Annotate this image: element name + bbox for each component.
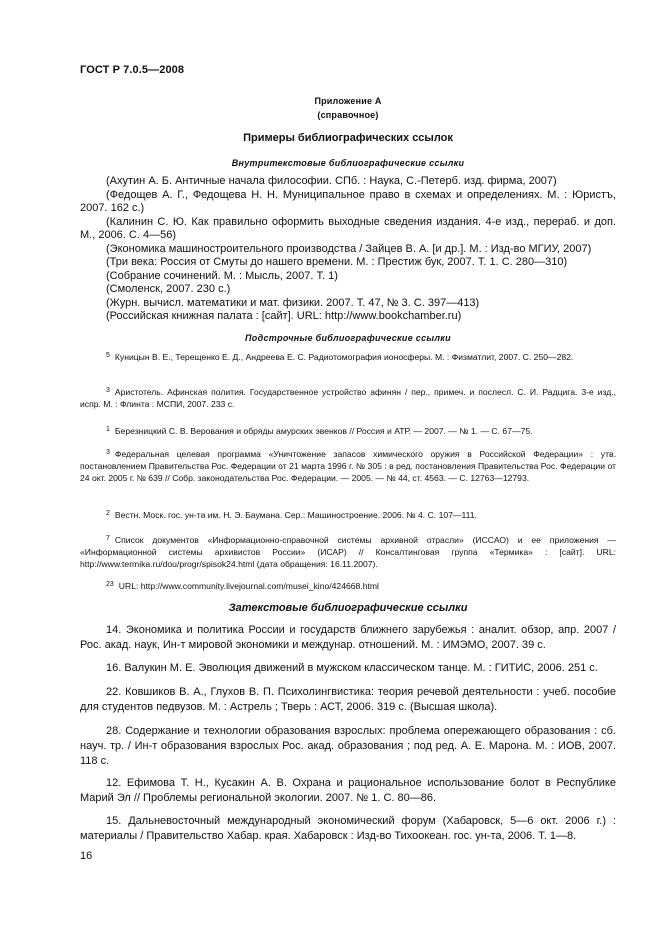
endnote-text: 22. Ковшиков В. А., Глухов В. П. Психолингвистика: теория речевой деятельности : учеб. пособие для студентов педвузов. М. : Астрель ; Тверь : АСТ, 2006. 319 с. (Высшая школа). <box>80 686 616 713</box>
footnote-mark: 3 <box>106 387 110 394</box>
endnote-text: 28. Содержание и технологии образования взрослых: проблема опережающего образования : сб. науч. тр. / Ин-т образования взрослых Рос. акад. образования ; под ред. А. Е. Марона. М. : ИОВ, 2007. 118 с. <box>80 725 616 767</box>
footnote-text: Куницын В. Е., Терещенко Е. Д., Андреева Е. С. Радиотомография ионосферы. М. : Физматлит, 2007. С. 250—282. <box>114 352 574 362</box>
footnote <box>80 508 616 521</box>
footnote-section-heading: Подстрочные библиографические ссылки <box>245 333 451 343</box>
appendix-label: Приложение А <box>314 96 382 106</box>
footnote-text: Вестн. Моск. гос. ун-та им. Н. Э. Баумана. Сер.: Машиностроение. 2006. № 4. С. 107—111. <box>114 510 477 520</box>
intext-ref: (Журн. вычисл. математики и мат. физики. 2007. Т. 47, № 3. С. 397—413) <box>106 296 480 309</box>
footnote-mark: 3 <box>106 449 110 456</box>
footnote-mark: 23 <box>106 581 114 588</box>
footnote-mark: 7 <box>106 535 110 542</box>
footnote <box>80 385 616 410</box>
footnote-text: Федеральная целевая программа «Уничтожение запасов химического оружия в Российской Федерации» : утв. постановлением Правительства Рос. Федерации от 21 марта 1996 г. № 305 : в ред. постановления Правительства Рос. Федерации от 24 окт. 2005 г. № 639 // Собр. законодательства Рос. Федерации. — 2005. — № 44, ст. 4563. — С. 12763—12793. <box>80 449 616 483</box>
footnote-text: URL: http://www.community.livejournal.com/musei_kino/424668.html <box>118 581 379 591</box>
intext-ref: (Федощев А. Г., Федощева Н. Н. Муниципальное право в схемах и определениях. М. : Юристъ, 2007. 162 с.) <box>80 188 616 214</box>
footnote-text: Березницкий С. В. Верования и обряды амурских эвенков // Россия и АТР. — 2007. — № 1. — С. 67—75. <box>114 426 533 436</box>
footnote <box>80 447 616 484</box>
endnote <box>80 814 616 844</box>
endnote-text: 12. Ефимова Т. Н., Кусакин А. В. Охрана и рациональное использование болот в Республике Марий Эл // Проблемы региональной экологии. 2007. № 1. С. 80—86. <box>80 777 616 804</box>
footnote-mark: 2 <box>106 510 110 517</box>
intext-section-heading: Внутритекстовые библиографические ссылки <box>231 158 465 168</box>
footnote-mark: 1 <box>106 426 110 433</box>
footnote-text: Список документов «Информационно-справочной системы архивной отрасли» (ИССАО) и ее приложения — «Информационной системы архивистов России» (ИСАР) // Консалтинговая группа «Термика» : [сайт]. URL: http://www.termika.ru/dou/progr/spisok24.html (дата обращения: 16.11.2007). <box>80 535 616 569</box>
intext-ref: (Экономика машиностроительного производства / Зайцев В. А. [и др.]. М. : Изд-во МГИУ, 2007) <box>106 242 592 255</box>
standard-header: ГОСТ Р 7.0.5—2008 <box>80 64 185 76</box>
endnote <box>80 724 616 769</box>
endnote <box>80 685 616 715</box>
appendix-title: Примеры библиографических ссылок <box>243 132 453 144</box>
intext-ref: (Собрание сочинений. М. : Мысль, 2007. Т. 1) <box>106 269 338 282</box>
footnote <box>80 424 616 437</box>
intext-ref: (Калинин С. Ю. Как правильно оформить выходные сведения издания. 4-е изд., перераб. и доп. М., 2006. С. 4—56) <box>80 215 616 241</box>
page-number: 16 <box>80 850 93 862</box>
endnote <box>80 623 616 653</box>
endnote-text: 14. Экономика и политика России и государств ближнего зарубежья : аналит. обзор, апр. 2007 / Рос. акад. наук, Ин-т мировой экономики и междунар. отношений. М. : ИМЭМО, 2007. 39 с. <box>80 624 616 651</box>
intext-ref: (Ахутин А. Б. Античные начала философии. СПб. : Наука, С.-Петерб. изд. фирма, 2007) <box>106 175 557 187</box>
endnote <box>80 661 616 676</box>
endnote <box>80 776 616 806</box>
intext-ref: (Российская книжная палата : [сайт]. URL: http://www.bookchamber.ru) <box>106 310 462 322</box>
footnote <box>80 350 616 363</box>
footnote <box>80 533 616 570</box>
endnote-text: 15. Дальневосточный международный экономический форум (Хабаровск, 5—6 окт. 2006 г.) : материалы / Правительство Хабар. края. Хабаровск : Изд-во Тихоокеан. гос. ун-та, 2006. Т. 1—8. <box>80 815 616 842</box>
footnote-text: Аристотель. Афинская полития. Государственное устройство афинян / пер., примеч. и послесл. С. И. Радцига. 3-е изд., испр. М. : Флинта : МСПИ, 2007. 233 с. <box>80 387 616 409</box>
intext-ref: (Смоленск, 2007. 230 с.) <box>106 283 231 295</box>
intext-ref: (Три века: Россия от Смуты до нашего времени. М. : Престиж бук, 2007. Т. 1. С. 280—310) <box>106 256 568 268</box>
endnote-section-heading: Затекстовые библиографические ссылки <box>228 602 468 614</box>
intext-references <box>80 175 616 324</box>
appendix-status: (справочное) <box>317 110 379 120</box>
footnote-mark: 5 <box>106 352 110 359</box>
endnote-text: 16. Валукин М. Е. Эволюция движений в мужском классическом танце. М. : ГИТИС, 2006. 251 с. <box>106 662 598 674</box>
footnote <box>80 579 616 592</box>
